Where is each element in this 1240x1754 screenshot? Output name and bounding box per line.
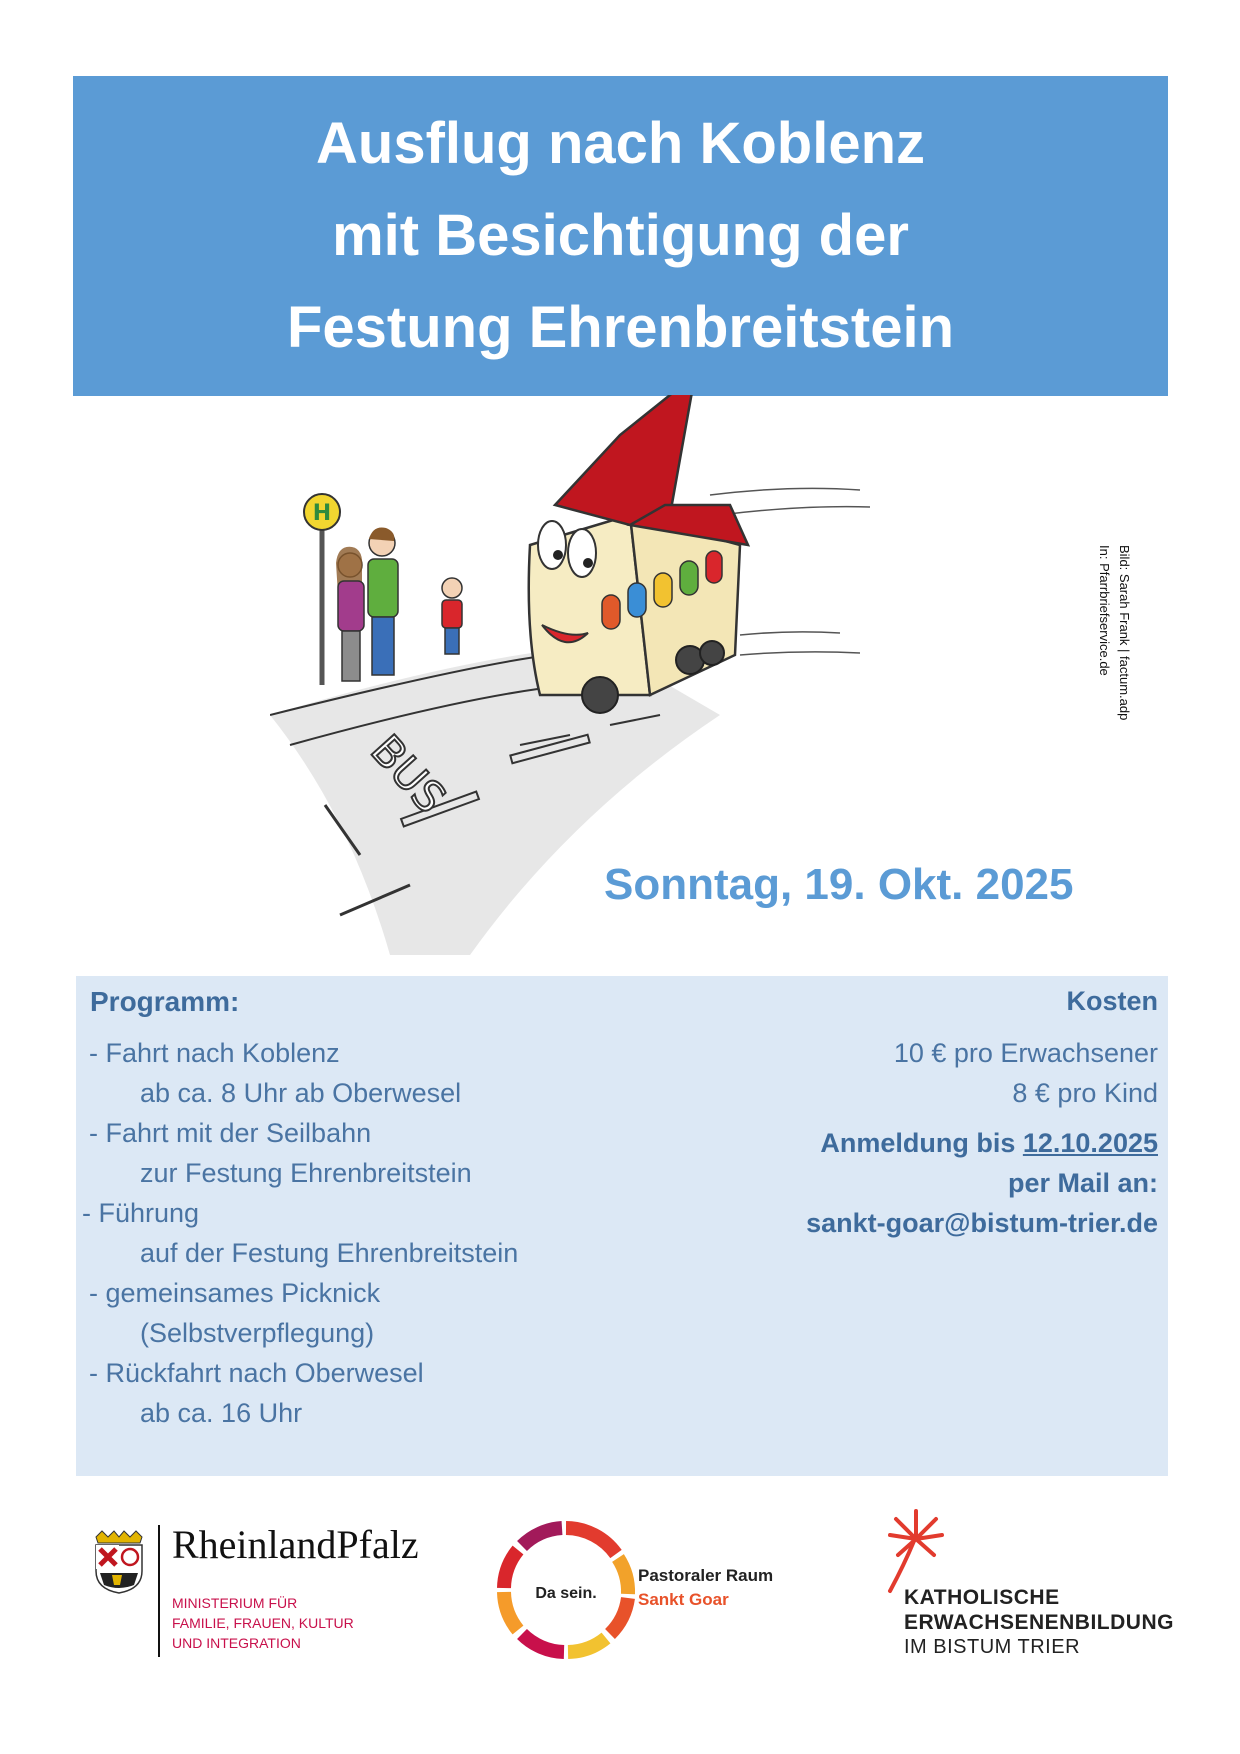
bus-stop-sign: H <box>312 501 332 526</box>
event-date: Sonntag, 19. Okt. 2025 <box>604 860 1074 909</box>
pastoral-ring-icon <box>496 1520 636 1660</box>
pastoral-logo <box>496 1520 806 1660</box>
registration-deadline-line <box>820 1128 1158 1159</box>
rlp-line-1: MINISTERIUM FÜR <box>172 1595 298 1611</box>
costs-title: Kosten <box>1066 986 1158 1016</box>
rlp-line-3: UND INTEGRATION <box>172 1635 301 1651</box>
program-item: (Selbstverpflegung) <box>140 1318 375 1348</box>
info-box <box>76 976 1168 1476</box>
title-banner <box>73 76 1168 396</box>
registration-deadline: 12.10.2025 <box>1022 1128 1158 1158</box>
program-item: ab ca. 16 Uhr <box>140 1398 303 1428</box>
keb-line-2: ERWACHSENENBILDUNG <box>904 1611 1174 1634</box>
keb-line-3: IM BISTUM TRIER <box>904 1636 1081 1658</box>
title-line-3: Festung Ehrenbreitstein <box>286 295 955 360</box>
program-item: - Fahrt nach Koblenz <box>89 1038 340 1068</box>
title-line-1: Ausflug nach Koblenz <box>316 111 925 176</box>
rlp-logo <box>92 1522 419 1655</box>
keb-flower-icon <box>876 1505 956 1595</box>
program-item: - Führung <box>82 1198 200 1228</box>
program-title: Programm: <box>90 986 240 1017</box>
credit-line-1: Bild: Sarah Frank | factum.adp <box>1117 545 1132 721</box>
title-line-2: mit Besichtigung der <box>332 203 909 268</box>
cost-child: 8 € pro Kind <box>1012 1078 1158 1108</box>
registration-email[interactable]: sankt-goar@bistum-trier.de <box>806 1208 1158 1238</box>
program-item: zur Festung Ehrenbreitstein <box>140 1158 472 1188</box>
pastoral-title: Pastoraler Raum <box>638 1566 774 1585</box>
registration-label: Anmeldung bis <box>820 1128 1016 1158</box>
keb-line-1: KATHOLISCHE <box>904 1586 1060 1609</box>
keb-logo <box>876 1505 1174 1665</box>
road-marking-bus: BUS <box>361 725 456 823</box>
rlp-line-2: FAMILIE, FRAUEN, KULTUR <box>172 1615 354 1631</box>
rlp-name: RheinlandPfalz <box>172 1522 419 1567</box>
program-item: ab ca. 8 Uhr ab Oberwesel <box>140 1078 462 1108</box>
program-item: - Rückfahrt nach Oberwesel <box>89 1358 424 1388</box>
cost-adult: 10 € pro Erwachsener <box>893 1038 1158 1068</box>
pastoral-sub: Sankt Goar <box>638 1590 729 1609</box>
pastoral-ring-text: Da sein. <box>535 1585 597 1602</box>
image-credit <box>1083 545 1143 775</box>
program-item: - Fahrt mit der Seilbahn <box>89 1118 372 1148</box>
credit-line-2: In: Pfarrbriefservice.de <box>1097 545 1112 676</box>
program-item: auf der Festung Ehrenbreitstein <box>140 1238 519 1268</box>
rlp-crest-icon <box>92 1529 146 1595</box>
program-item: - gemeinsames Picknick <box>89 1278 381 1308</box>
registration-via: per Mail an: <box>1007 1168 1158 1198</box>
